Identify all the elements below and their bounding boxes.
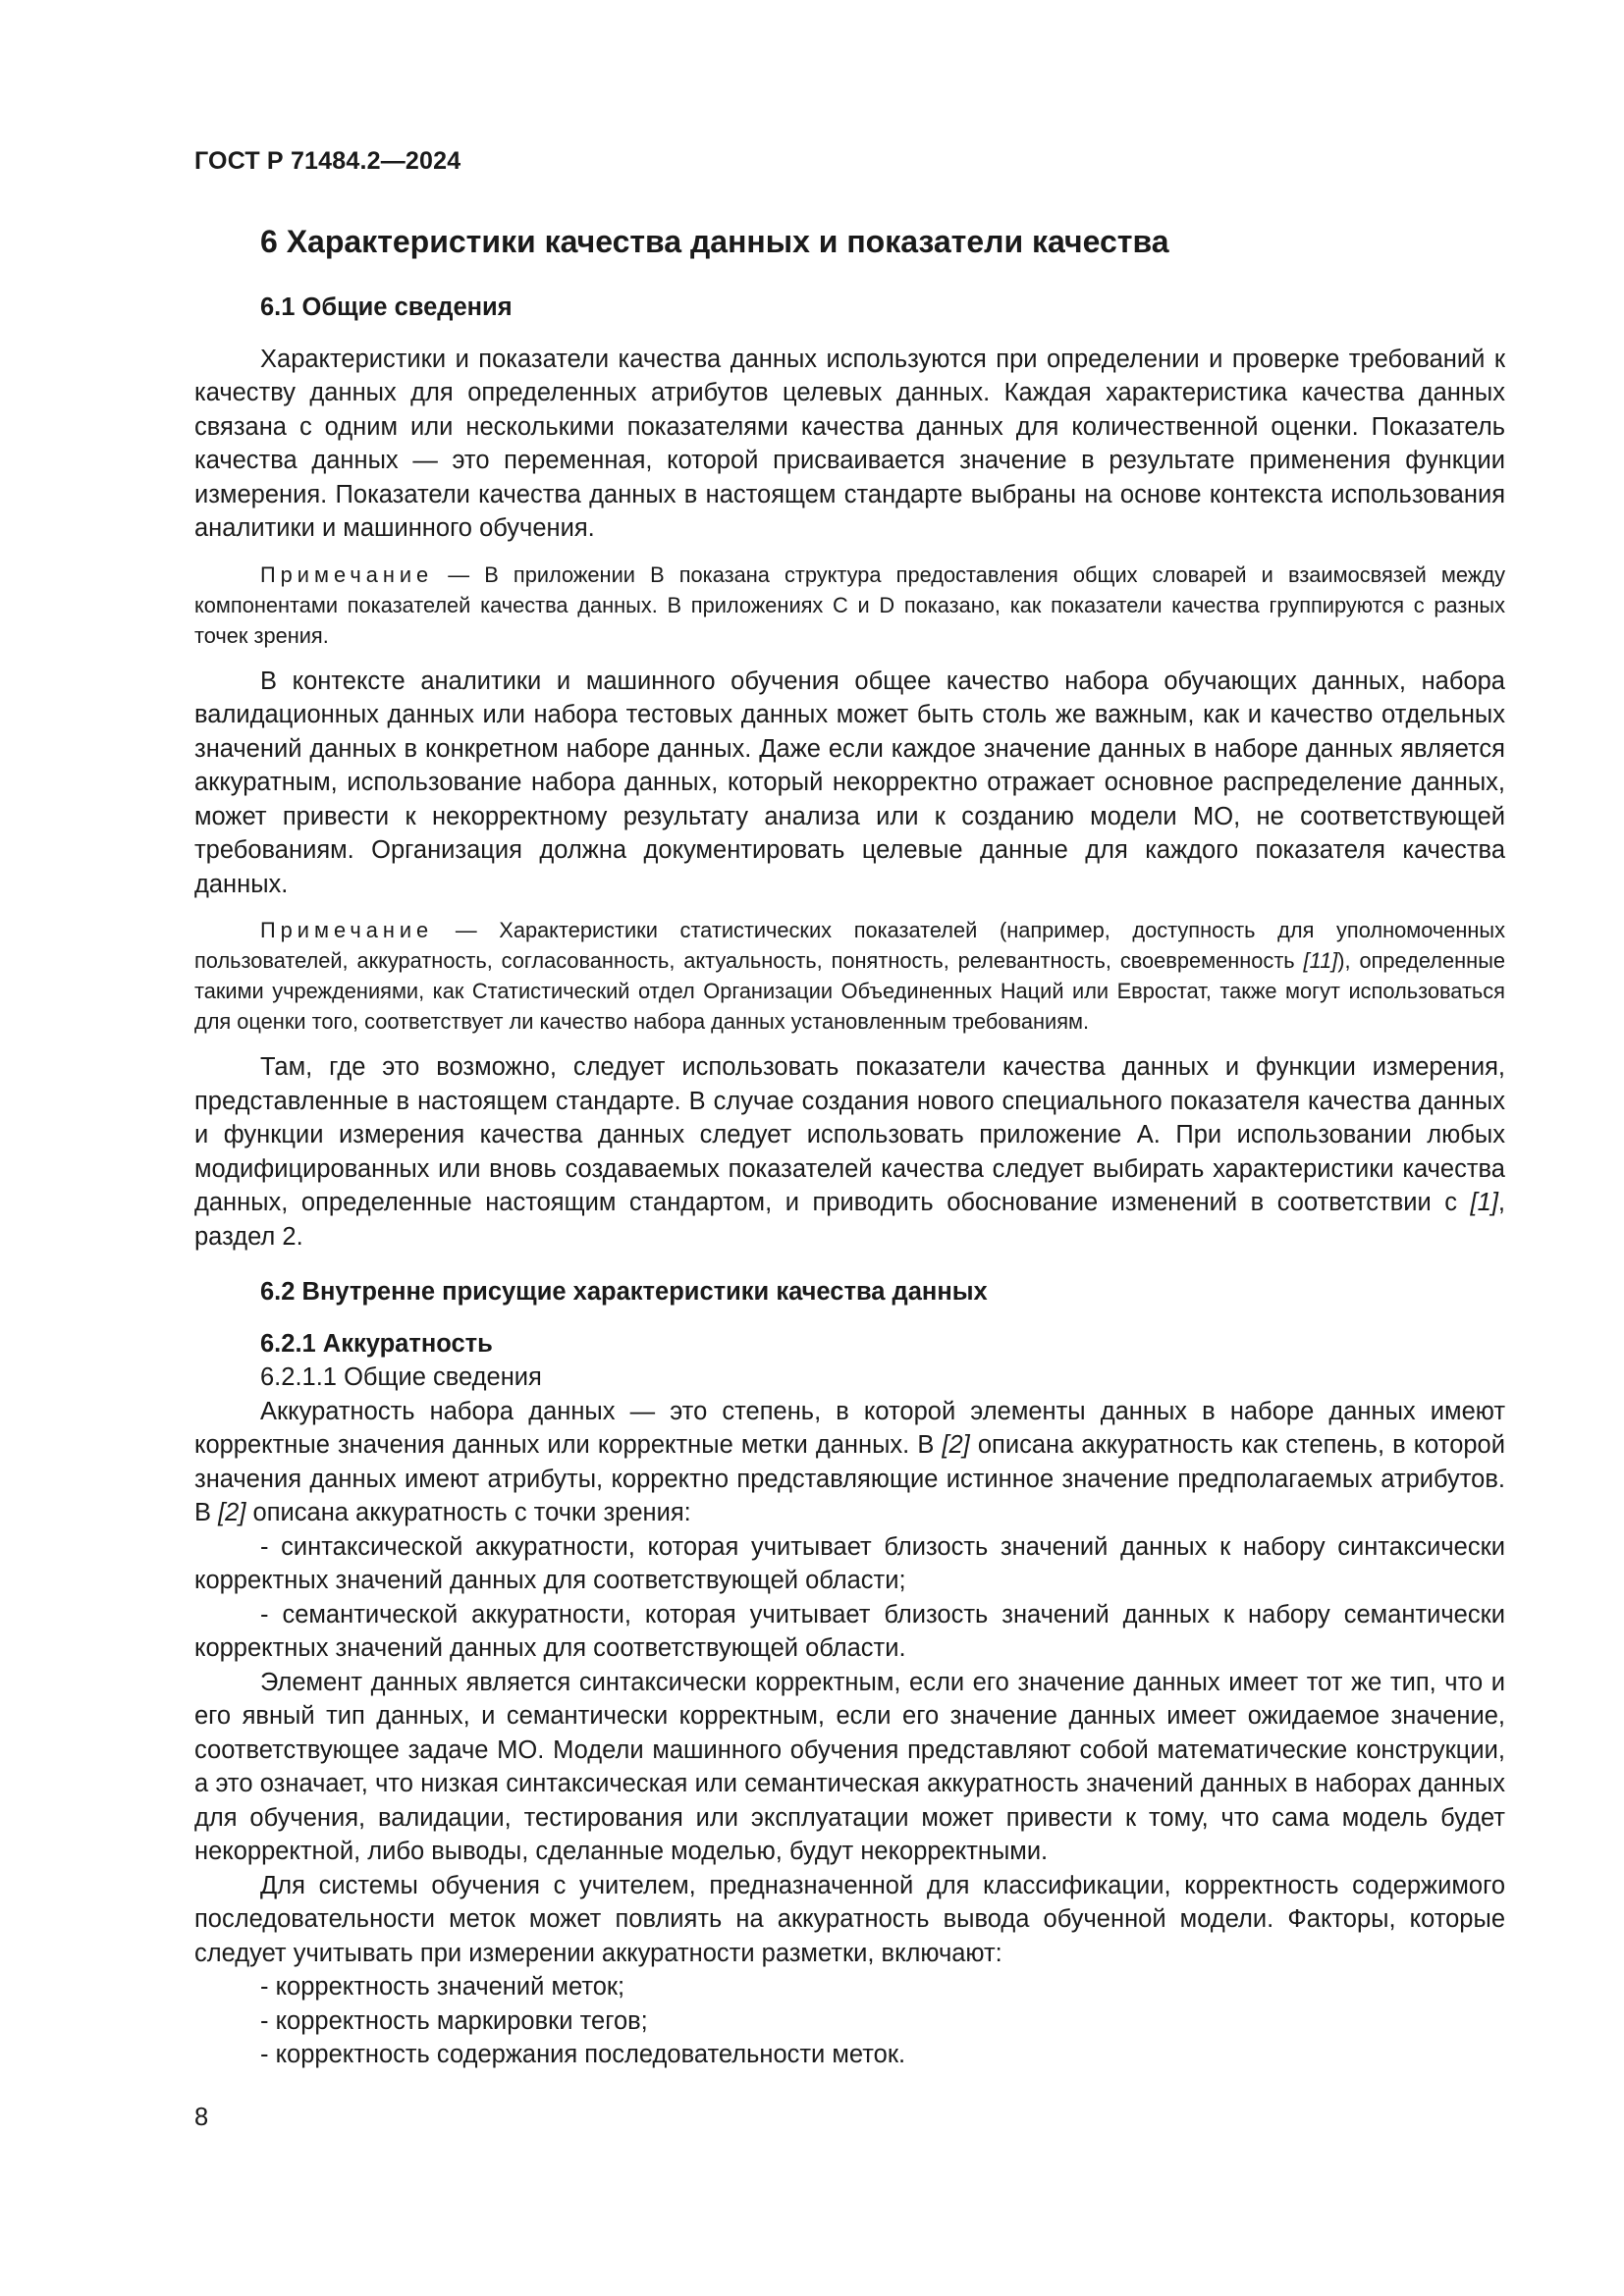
note-1-text: — В приложении B показана структура предоставления общих словарей и взаимосвязей между компонентами показателей качества данных. В приложениях C и D показано, как показатели качества группируются с разных точек зрения.	[194, 561, 1505, 648]
list-item: - корректность маркировки тегов;	[260, 2006, 648, 2035]
accuracy-text-a: Аккуратность набора данных — это степень, в которой элементы данных в наборе данных имеют корректные значения данных или корректные метки данных. В	[194, 1397, 1505, 1459]
note-1	[194, 560, 1505, 651]
paragraph-general-info: Характеристики и показатели качества данных используются при определении и проверке требований к качеству данных для определенных атрибутов целевых данных. Каждая характеристика качества данных связана с одним или несколькими показателями качества данных для количественной оценки. Показатель качества данных — это переменная, которой присваивается значение в результате применения функции измерения. Показатели качества данных в настоящем стандарте выбраны на основе контекста использования аналитики и машинного обучения.	[194, 345, 1505, 542]
paragraph-use-indicators	[194, 1050, 1505, 1254]
section-6-heading: 6 Характеристики качества данных и показатели качества	[260, 224, 1169, 259]
reference-2-a: [2]	[942, 1431, 970, 1459]
section-6-2-1-heading: 6.2.1 Аккуратность	[260, 1329, 493, 1358]
list-item: - синтаксической аккуратности, которая учитывает близость значений данных к набору синтаксически корректных значений данных для соответствующей области;	[194, 1532, 1505, 1594]
paragraph-supervised-learning: Для системы обучения с учителем, предназначенной для классификации, корректность содержимого последовательности меток может повлиять на аккуратность вывода обученной модели. Факторы, которые следует учитывать при измерении аккуратности разметки, включают:	[194, 1871, 1505, 1967]
note-2-label: Примечание	[260, 918, 434, 942]
page-number: 8	[194, 2104, 209, 2131]
note-2-text-a: — Характеристики статистических показателей (например, доступность для уполномоченных пользователей, аккуратность, согласованность, актуальность, понятность, релевантность, своевременность	[194, 918, 1505, 973]
list-item: - семантической аккуратности, которая учитывает близость значений данных к набору семантически корректных значений данных для соответствующей области.	[194, 1600, 1505, 1662]
accuracy-text-b: описана аккуратность как степень, в которой значения данных имеют атрибуты, корректно представляющие истинное значение предполагаемых атрибутов. В	[194, 1431, 1505, 1526]
section-6-2-1-1-heading: 6.2.1.1 Общие сведения	[260, 1363, 542, 1391]
paragraph-use-indicators-b: , раздел 2.	[194, 1189, 1505, 1251]
list-item: - корректность значений меток;	[260, 1973, 625, 2001]
accuracy-text-c: описана аккуратность с точки зрения:	[245, 1499, 691, 1526]
page-content	[194, 291, 1505, 2072]
paragraph-analytics-context: В контексте аналитики и машинного обучения общее качество набора обучающих данных, набора валидационных данных или набора тестовых данных может быть столь же важным, как и качество отдельных значений данных в конкретном наборе данных. Даже если каждое значение данных в наборе данных является аккуратным, использование набора данных, который некорректно отражает основное распределение данных, может привести к некорректному результату анализа или к созданию модели МО, не соответствующей требованиям. Организация должна документировать целевые данные для каждого показателя качества данных.	[194, 667, 1505, 898]
note-2-text-b: ), определенные такими учреждениями, как Статистический отдел Организации Объединенных Наций или Евростат, также могут использоваться для оценки того, соответствует ли качество набора данных установленным требованиям.	[194, 948, 1505, 1034]
note-2	[194, 915, 1505, 1037]
section-6-1-heading: 6.1 Общие сведения	[260, 294, 513, 321]
document-id: ГОСТ Р 71484.2—2024	[194, 147, 461, 175]
note-1-label: Примечание	[260, 561, 434, 587]
paragraph-use-indicators-a: Там, где это возможно, следует использовать показатели качества данных и функции измерения, представленные в настоящем стандарте. В случае создания нового специального показателя качества данных и функции измерения качества данных следует использовать приложение А. При использовании любых модифицированных или вновь создаваемых показателей качества следует выбирать характеристики качества данных, определенные настоящим стандартом, и приводить обоснование изменений в соответствии с	[194, 1053, 1505, 1216]
reference-11: [11]	[1303, 948, 1338, 973]
reference-2-b: [2]	[218, 1499, 246, 1526]
section-6-2-heading: 6.2 Внутренне присущие характеристики качества данных	[260, 1278, 988, 1306]
list-item: - корректность содержания последовательности меток.	[260, 2041, 906, 2068]
paragraph-accuracy-definition	[194, 1395, 1505, 1530]
paragraph-syntactic-semantic: Элемент данных является синтаксически корректным, если его значение данных имеет тот же тип, что и его явный тип данных, и семантически корректным, если его значение данных имеет ожидаемое значение, соответствующее задаче МО. Модели машинного обучения представляют собой математические конструкции, а это означает, что низкая синтаксическая или семантическая аккуратность значений данных в наборах данных для обучения, валидации, тестирования или эксплуатации может привести к тому, что сама модель будет некорректной, либо выводы, сделанные моделью, будут некорректными.	[194, 1668, 1505, 1865]
reference-1: [1]	[1470, 1189, 1498, 1216]
